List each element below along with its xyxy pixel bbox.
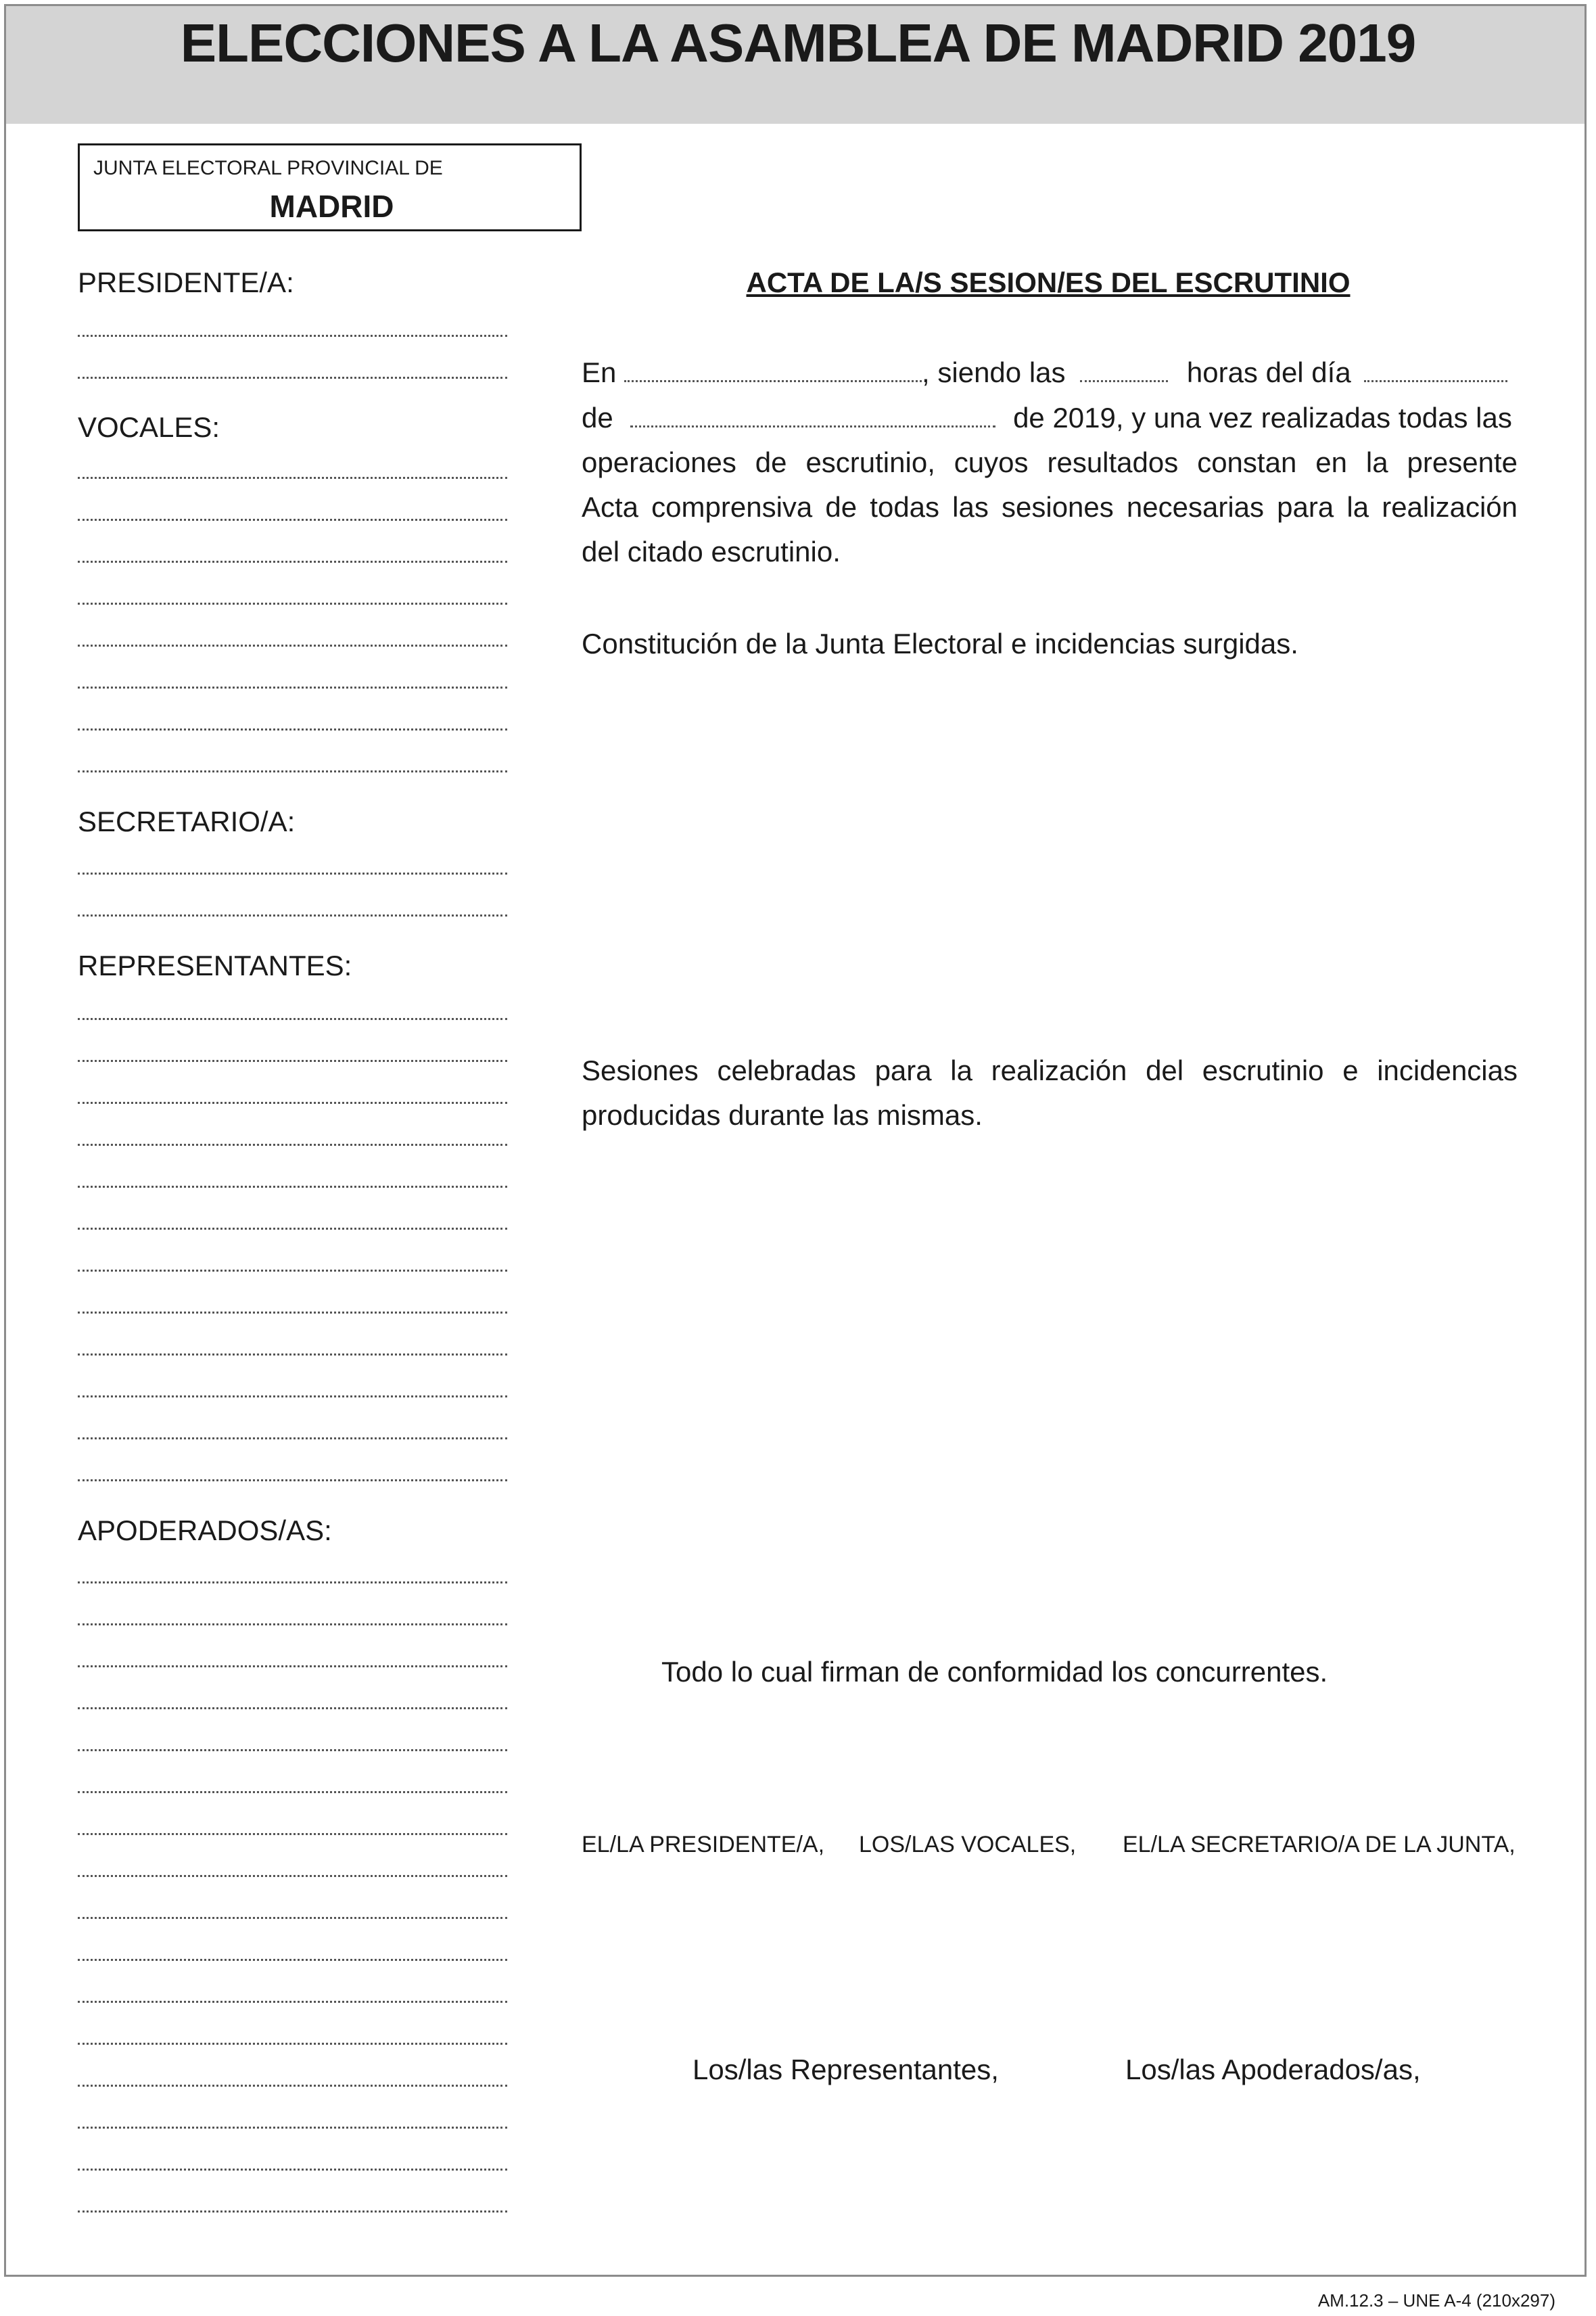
apoderados-line[interactable] (78, 1623, 507, 1625)
acta-title: ACTA DE LA/S SESION/ES DEL ESCRUTINIO (746, 267, 1351, 298)
representantes-line[interactable] (78, 1395, 507, 1397)
representantes-line[interactable] (78, 1270, 507, 1272)
line2-text: de 2019, y una vez realizadas todas las (1013, 402, 1512, 434)
apoderados-line[interactable] (78, 2085, 507, 2087)
apoderados-line[interactable] (78, 2127, 507, 2129)
apoderados-line[interactable] (78, 1959, 507, 1961)
acta-line-2 (582, 401, 1518, 435)
representantes-line[interactable] (78, 1437, 507, 1439)
representantes-line[interactable] (78, 1312, 507, 1314)
apoderados-line[interactable] (78, 1581, 507, 1583)
secretario-line[interactable] (78, 873, 507, 875)
constitucion-text: Constitución de la Junta Electoral e incidencias surgidas. (582, 628, 1298, 659)
conformidad-text: Todo lo cual firman de conformidad los concurrentes. (661, 1656, 1328, 1688)
lugar-field[interactable] (624, 360, 922, 382)
vocales-line[interactable] (78, 728, 507, 731)
apoderados-line[interactable] (78, 2001, 507, 2003)
presidente-line[interactable] (78, 335, 507, 337)
representantes-label: REPRESENTANTES: (78, 950, 352, 981)
members-column (78, 0, 511, 2273)
presidente-label: PRESIDENTE/A: (78, 267, 294, 298)
junta-value[interactable]: MADRID (269, 189, 394, 224)
sesiones-line-2: producidas durante las mismas. (582, 1099, 983, 1131)
representantes-line[interactable] (78, 1479, 507, 1481)
firma-apoderados: Los/las Apoderados/as, (1125, 2054, 1421, 2085)
footer-code: AM.12.3 – UNE A-4 (210x297) (1317, 2290, 1555, 2311)
vocales-line[interactable] (78, 645, 507, 647)
apoderados-line[interactable] (78, 2169, 507, 2171)
representantes-line[interactable] (78, 1018, 507, 1020)
vocales-line[interactable] (78, 561, 507, 563)
page-title: ELECCIONES A LA ASAMBLEA DE MADRID 2019 (180, 13, 1416, 73)
apoderados-line[interactable] (78, 1707, 507, 1709)
vocales-line[interactable] (78, 770, 507, 772)
firma-representantes: Los/las Representantes, (693, 2054, 999, 2085)
secretario-line[interactable] (78, 914, 507, 917)
representantes-line[interactable] (78, 1353, 507, 1356)
representantes-line[interactable] (78, 1102, 507, 1104)
apoderados-line[interactable] (78, 1749, 507, 1751)
junta-label: JUNTA ELECTORAL PROVINCIAL DE (93, 157, 443, 179)
mes-field[interactable] (630, 405, 995, 427)
hora-field[interactable] (1080, 360, 1168, 382)
representantes-line[interactable] (78, 1060, 507, 1062)
vocales-line[interactable] (78, 603, 507, 605)
apoderados-line[interactable] (78, 1665, 507, 1667)
apoderados-line[interactable] (78, 1791, 507, 1793)
vocales-label: VOCALES: (78, 411, 220, 443)
representantes-line[interactable] (78, 1144, 507, 1146)
vocales-line[interactable] (78, 477, 507, 479)
acta-line-4: Acta comprensiva de todas las sesiones necesarias para la realización (582, 491, 1518, 523)
apoderados-line[interactable] (78, 1875, 507, 1877)
vocales-line[interactable] (78, 519, 507, 521)
representantes-line[interactable] (78, 1228, 507, 1230)
apoderados-label: APODERADOS/AS: (78, 1514, 332, 1546)
secretario-label: SECRETARIO/A: (78, 806, 296, 837)
horas-text: horas del día (1186, 356, 1351, 388)
apoderados-line[interactable] (78, 1917, 507, 1919)
apoderados-line[interactable] (78, 1833, 507, 1835)
representantes-line[interactable] (78, 1186, 507, 1188)
firma-secretario: EL/LA SECRETARIO/A DE LA JUNTA, (1123, 1832, 1516, 1857)
acta-line-5: del citado escrutinio. (582, 536, 841, 568)
siendo-text: , siendo las (922, 356, 1066, 388)
firma-presidente: EL/LA PRESIDENTE/A, (582, 1832, 825, 1857)
dia-field[interactable] (1364, 360, 1507, 382)
presidente-line[interactable] (78, 377, 507, 379)
firma-vocales: LOS/LAS VOCALES, (859, 1832, 1077, 1857)
vocales-line[interactable] (78, 687, 507, 689)
en-text: En (582, 356, 617, 388)
acta-line-3: operaciones de escrutinio, cuyos resultados constan en la presente (582, 446, 1518, 478)
apoderados-line[interactable] (78, 2210, 507, 2213)
apoderados-line[interactable] (78, 2043, 507, 2045)
de-text: de (582, 402, 613, 434)
acta-line-1 (582, 356, 1518, 390)
sesiones-line-1: Sesiones celebradas para la realización del escrutinio e incidencias (582, 1055, 1518, 1086)
